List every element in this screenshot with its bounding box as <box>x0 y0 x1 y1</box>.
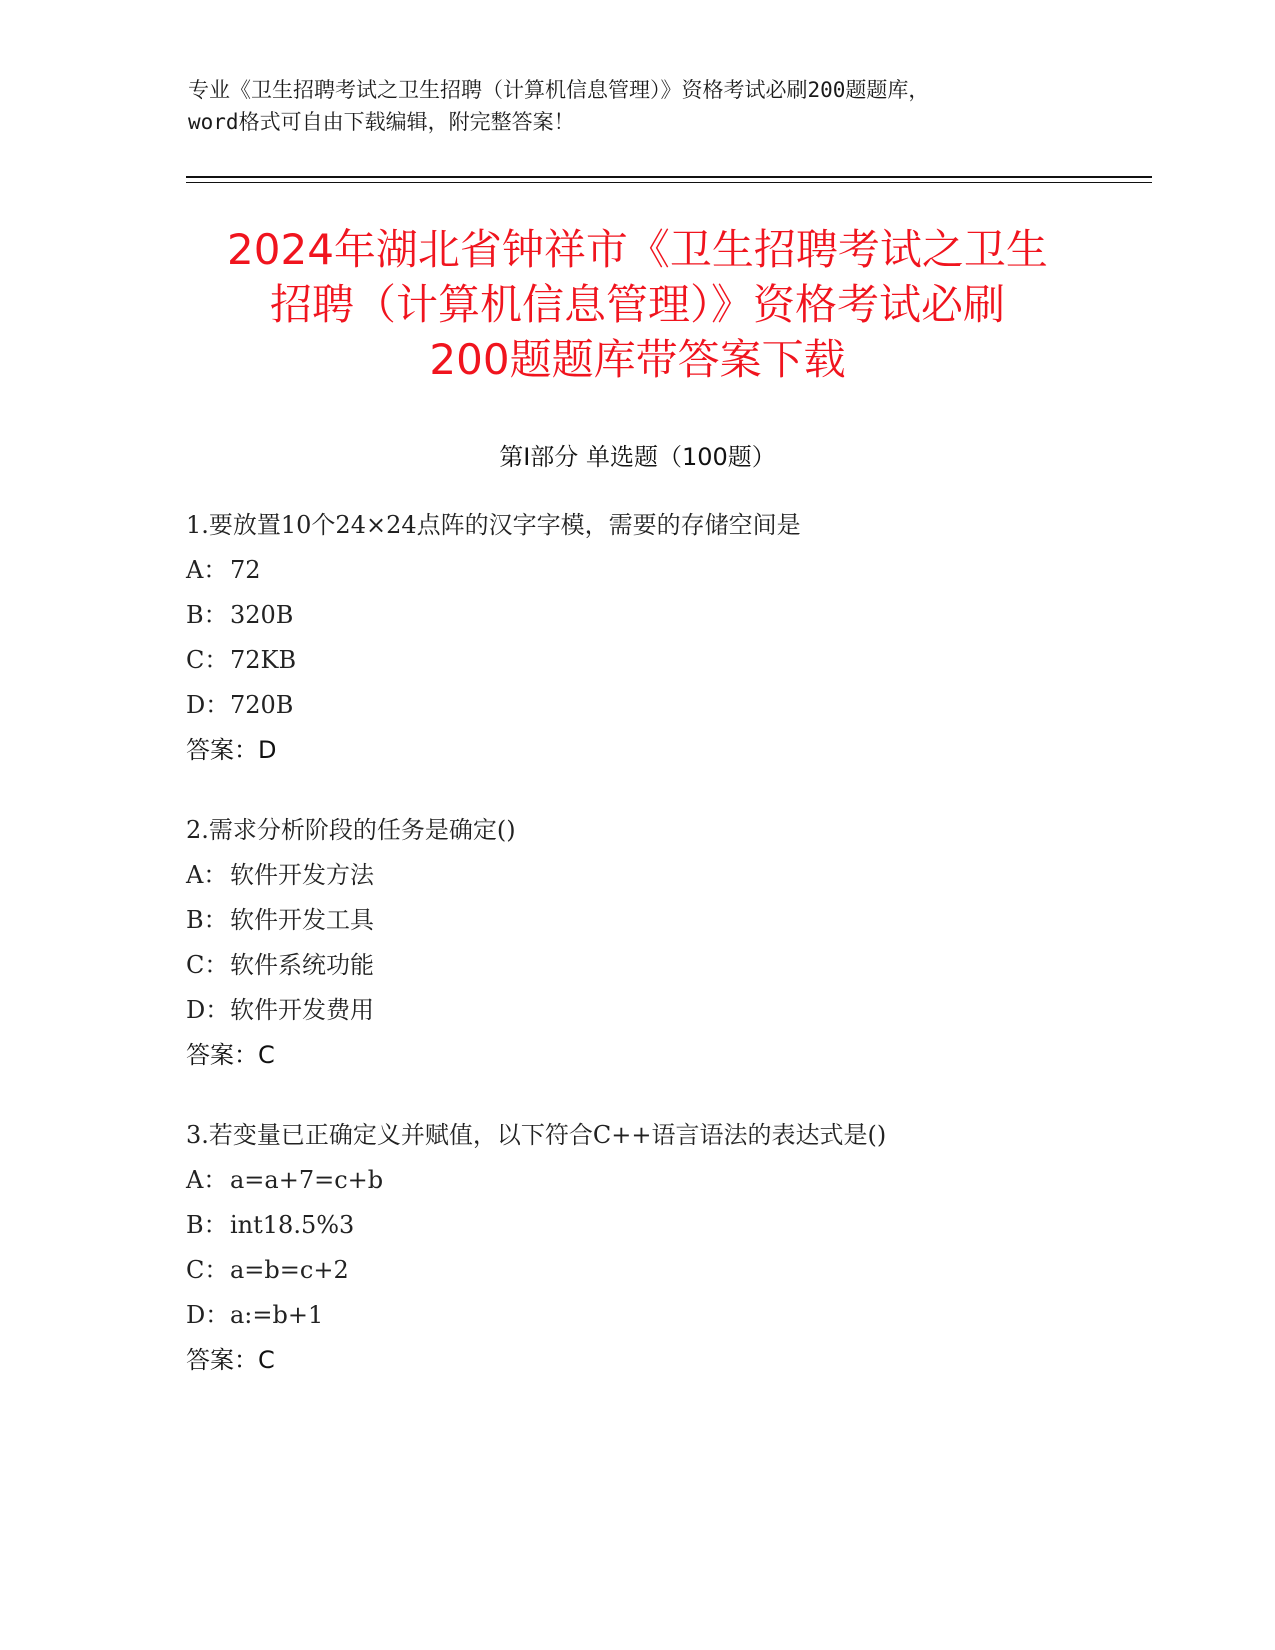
option-key: D： <box>186 996 230 1024</box>
header-divider-thin <box>186 182 1152 183</box>
option-a <box>186 548 1146 593</box>
option-c <box>186 1248 1146 1293</box>
question-3 <box>186 1113 1146 1383</box>
option-text: 软件开发工具 <box>230 906 374 934</box>
title-line-1: 2024年湖北省钟祥市《卫生招聘考试之卫生 <box>227 225 1048 274</box>
option-c <box>186 638 1146 683</box>
question-2 <box>186 808 1146 1078</box>
option-key: D： <box>186 1301 230 1329</box>
option-key: C： <box>186 646 229 674</box>
option-text: 软件系统功能 <box>230 951 374 979</box>
option-text: a:=b+1 <box>230 1301 324 1329</box>
option-text: 320B <box>230 601 294 629</box>
question-stem: 3.若变量已正确定义并赋值，以下符合C++语言语法的表达式是() <box>186 1121 887 1149</box>
option-key: A： <box>186 1166 228 1194</box>
answer: 答案：C <box>186 1346 275 1374</box>
question-1 <box>186 503 1146 773</box>
option-text: 72KB <box>230 646 297 674</box>
option-key: A： <box>186 861 228 889</box>
title-line-2: 招聘（计算机信息管理）》资格考试必刷 <box>269 280 1005 329</box>
header-note <box>188 74 1108 138</box>
option-text: 软件开发方法 <box>230 861 374 889</box>
option-key: B： <box>186 906 228 934</box>
option-c <box>186 943 1146 988</box>
option-key: C： <box>186 1256 229 1284</box>
question-stem: 1.要放置10个24×24点阵的汉字字模，需要的存储空间是 <box>186 511 801 539</box>
option-key: B： <box>186 1211 228 1239</box>
option-key: D： <box>186 691 230 719</box>
header-note-line-2: word格式可自由下载编辑，附完整答案！ <box>188 110 575 134</box>
option-a <box>186 853 1146 898</box>
option-text: 720B <box>230 691 294 719</box>
option-text: a=b=c+2 <box>230 1256 349 1284</box>
option-key: A： <box>186 556 228 584</box>
header-note-line-1: 专业《卫生招聘考试之卫生招聘（计算机信息管理）》资格考试必刷200题题库， <box>188 78 930 102</box>
option-d <box>186 683 1146 728</box>
option-text: 软件开发费用 <box>230 996 374 1024</box>
answer: 答案：C <box>186 1041 275 1069</box>
option-text: int18.5%3 <box>230 1211 355 1239</box>
question-stem: 2.需求分析阶段的任务是确定() <box>186 816 516 844</box>
option-a <box>186 1158 1146 1203</box>
option-b <box>186 1203 1146 1248</box>
option-b <box>186 593 1146 638</box>
header-divider-thick <box>186 176 1152 178</box>
section-heading: 第Ⅰ部分 单选题（100题） <box>499 443 776 471</box>
option-d <box>186 1293 1146 1338</box>
document-title <box>100 222 1175 387</box>
option-b <box>186 898 1146 943</box>
option-key: C： <box>186 951 229 979</box>
option-key: B： <box>186 601 228 629</box>
title-line-3: 200题题库带答案下载 <box>429 335 846 384</box>
option-d <box>186 988 1146 1033</box>
option-text: 72 <box>230 556 261 584</box>
option-text: a=a+7=c+b <box>230 1166 384 1194</box>
answer: 答案：D <box>186 736 277 764</box>
